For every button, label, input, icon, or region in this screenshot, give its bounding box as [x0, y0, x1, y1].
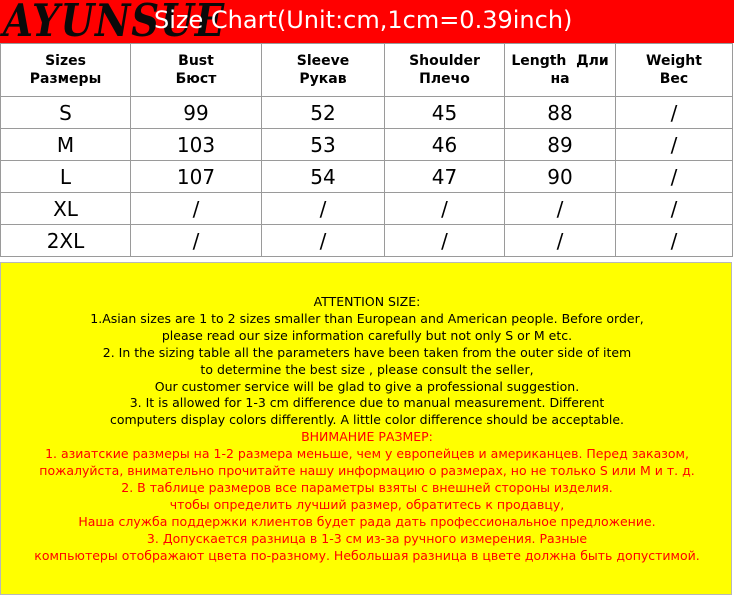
cell-sleeve: / [262, 193, 385, 225]
notice-line-en: please read our size information carefully but not only S or M etc. [161, 327, 573, 343]
cell-weight: / [616, 161, 733, 193]
header-banner [0, 0, 734, 43]
notice-line-en: to determine the best size , please consult the seller, [200, 361, 534, 377]
notice-line-ru: пожалуйста, внимательно прочитайте нашу информацию о размерах, но не только S или M и т. д. [39, 463, 695, 479]
cell-size: 2XL [1, 225, 131, 257]
cell-length: / [505, 193, 616, 225]
cell-length: 90 [505, 161, 616, 193]
notice-line-ru: 3. Допускается разница в 1-3 см из-за ручного измерения. Разные [146, 530, 588, 546]
cell-length: 89 [505, 129, 616, 161]
cell-size: L [1, 161, 131, 193]
size-notice-box [0, 262, 732, 595]
size-table [0, 43, 733, 257]
cell-shoulder: 46 [385, 129, 505, 161]
header-sleeve: Sleeve Рукав [262, 44, 385, 97]
notice-line-ru: компьютеры отображают цвета по-разному. Небольшая разница в цвете должна быть допустимой. [34, 547, 700, 563]
notice-line-ru: 2. В таблице размеров все параметры взяты с внешней стороны изделия. [121, 479, 613, 495]
notice-line-en: 3. It is allowed for 1-3 cm difference due to manual measurement. Different [129, 395, 605, 411]
cell-bust: / [131, 193, 262, 225]
table-row [1, 129, 733, 161]
chart-title: Size Chart(Unit:cm,1cm=0.39inch) [154, 6, 573, 34]
notice-line-en: computers display colors differently. A little color difference should be acceptable. [109, 412, 625, 428]
cell-weight: / [616, 193, 733, 225]
table-header-row [1, 44, 733, 97]
cell-size: XL [1, 193, 131, 225]
cell-bust: 107 [131, 161, 262, 193]
header-shoulder: Shoulder Плечо [385, 44, 505, 97]
cell-length: 88 [505, 97, 616, 129]
notice-line-en: 2. In the sizing table all the parameters have been taken from the outer side of item [102, 344, 632, 360]
cell-shoulder: / [385, 193, 505, 225]
cell-sleeve: 52 [262, 97, 385, 129]
cell-length: / [505, 225, 616, 257]
cell-sleeve: 54 [262, 161, 385, 193]
notice-line-ru: 1. азиатские размеры на 1-2 размера меньше, чем у европейцев и американцев. Перед заказом, [45, 446, 689, 462]
notice-line-ru: чтобы определить лучший размер, обратитесь к продавцу, [169, 496, 565, 512]
table-row [1, 193, 733, 225]
notice-line-en: 1.Asian sizes are 1 to 2 sizes smaller than European and American people. Before order, [90, 310, 644, 326]
cell-weight: / [616, 225, 733, 257]
cell-weight: / [616, 97, 733, 129]
table-row [1, 161, 733, 193]
cell-size: M [1, 129, 131, 161]
notice-line-ru: Наша служба поддержки клиентов будет рада дать профессиональное предложение. [78, 513, 656, 529]
cell-sleeve: 53 [262, 129, 385, 161]
cell-shoulder: / [385, 225, 505, 257]
table-row [1, 97, 733, 129]
notice-line-en: ATTENTION SIZE: [313, 294, 421, 309]
cell-bust: 99 [131, 97, 262, 129]
notice-line-ru: ВНИМАНИЕ РАЗМЕР: [301, 429, 433, 445]
brand-logo: AYUNSUE [3, 0, 226, 43]
table-row [1, 225, 733, 257]
header-bust: Bust Бюст [131, 44, 262, 97]
notice-line-en: Our customer service will be glad to give a professional suggestion. [154, 378, 580, 394]
cell-bust: / [131, 225, 262, 257]
cell-shoulder: 45 [385, 97, 505, 129]
cell-shoulder: 47 [385, 161, 505, 193]
header-sizes: Sizes Размеры [1, 44, 131, 97]
cell-size: S [1, 97, 131, 129]
notice-text [1, 294, 733, 565]
cell-bust: 103 [131, 129, 262, 161]
cell-sleeve: / [262, 225, 385, 257]
cell-weight: / [616, 129, 733, 161]
header-length: Length Дли на [505, 44, 616, 97]
header-weight: Weight Вес [616, 44, 733, 97]
